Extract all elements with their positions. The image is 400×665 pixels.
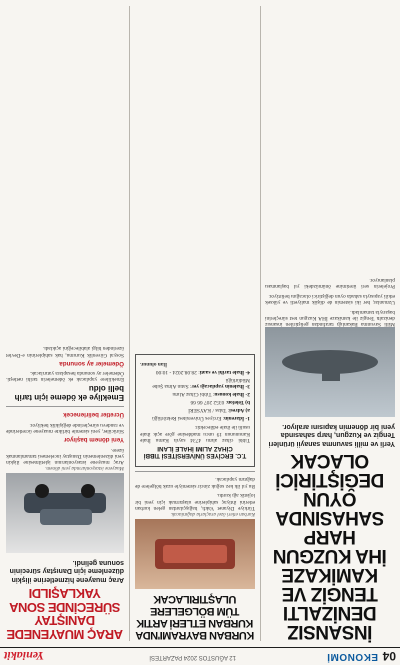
- tender-row: b) Telefon: 0352 207 66 66: [190, 398, 250, 405]
- article-pension: [6, 345, 124, 403]
- page-number: 04: [382, 649, 396, 663]
- column-divider: [129, 6, 130, 641]
- tender-row: 3- İhalenin yapılacağı yer: Satın Alma Şube Müdürlüğü: [152, 376, 250, 390]
- article-kurban-paragraph: Türkiye Diyanet Vakfı, bağışçılardan gelen kurban etlerini ihtiyaç sahiplerine ulaştırmak için yeni bir lojistik ağı kurdu.: [135, 492, 255, 511]
- article-inspection-subhead: Yeni dönem başlıyor: [63, 436, 124, 444]
- vehicle-inspection-photo: [6, 474, 124, 554]
- article-submarine-paragraph: Milli Savunma Bakanlığı tarafından geliştirilen insansız denizaltı Tengiz ile kamikaze İHA Kuzgun test süreçlerini başarıyla tamamladı.: [265, 308, 395, 328]
- meat-icon: [135, 519, 255, 589]
- article-pension-paragraph: Emeklilere yapılacak ek ödemelerin tarihi netleşti. Ödemeler ay sonunda hesaplara yatırılacak.: [6, 370, 124, 383]
- tender-row: 4- İhale tarihi ve saati: 28.08.2024 - 10:00: [155, 368, 250, 375]
- meat-photo: [135, 519, 255, 589]
- article-pension-subhead: Ödemeler ay sonunda: [59, 359, 124, 367]
- section-rule: [135, 471, 255, 472]
- article-submarine-headline: İNSANSIZ DENİZALTI TENGİZ VE KAMİKAZE İHA KUZGUN HARP SAHASINDA OYUN DEĞİŞTİRİCİ OLACAK: [273, 450, 387, 642]
- article-inspection-subhead: Ücretler belirlenecek: [63, 411, 124, 419]
- newspaper-logo: Yeniakit: [4, 649, 45, 663]
- article-kurban-headline: KURBAN BAYRAMI'NDA KURBAN ETLERİ ARTIK TÜM BÖLGELERE ULAŞTIRILACAK: [135, 593, 255, 641]
- article-pension-paragraph: Sosyal Güvenlik Kurumu, hak sahiplerinin e-Devlet üzerinden bilgi alabileceğini açıkladı.: [6, 345, 124, 358]
- submarine-icon: [265, 328, 395, 418]
- masthead: [0, 647, 400, 665]
- car-icon: [6, 474, 124, 554]
- issue-date: 12 AĞUSTOS 2024 PAZARTESİ: [149, 654, 236, 660]
- article-submarine-paragraph: Uzmanlar, her iki sistemin de düşük maliyetli ve yüksek etkili yapısıyla sahada oyun değiştirici olacağını belirtiyor.: [265, 292, 395, 306]
- tender-notice-intro: Tıbbi cihaz alımı 4734 sayılı Kamu İhale Kanununun 19 uncu maddesine göre açık ihale usulü ile ihale edilecektir.: [140, 424, 250, 443]
- article-submarine: [265, 274, 395, 641]
- tender-footer: İlan olunur.: [140, 360, 168, 367]
- article-inspection: [6, 342, 124, 641]
- tender-notice: [135, 354, 255, 467]
- article-submarine-deck: Yerli ve milli savunma sanayii ürünleri Tengiz ve Kuzgun, harp sahasında yeni bir dönemin kapısını aralıyor.: [268, 423, 395, 447]
- article-inspection-caption: Muayene istasyonlarında yeni dönem.: [45, 465, 124, 472]
- submarine-photo: [265, 328, 395, 418]
- article-inspection-paragraph: Sürücüler, yeni sistemle birlikte muayene ücretlerinde ve randevu süreçlerinde değişiklik bekliyor.: [6, 421, 124, 435]
- article-pension-headline: Emekliye ek ödeme için tarih belli oldu: [14, 384, 124, 403]
- column-divider: [260, 6, 261, 641]
- article-kurban-paragraph: Bu yıl ilk kez soğuk zincir sistemiyle uzak bölgelere de dağıtım yapılacak.: [135, 476, 255, 489]
- article-kurban-caption: Kurban etleri özel araçlarla dağıtılacak.: [170, 511, 255, 517]
- tender-notice-title: T.C. ERCİYES ÜNİVERSİTESİ TIBBİ CİHAZ ALIMI İHALE İLANI: [143, 444, 247, 459]
- article-inspection-deck: Araç muayene hizmetlerine ilişkin düzenleme için Danıştay sürecinin sonuna gelindi.: [9, 559, 124, 583]
- section-title: EKONOMİ: [326, 651, 378, 662]
- tender-row: 1- İdarenin: Erciyes Üniversitesi Rektörlüğü: [152, 414, 250, 421]
- article-submarine-paragraph: Projelerin seri üretimine önümüzdeki yıl başlanması planlanıyor.: [265, 277, 395, 290]
- tender-row: 2- İhale konusu: Tıbbi Cihaz Alımı: [172, 391, 250, 398]
- article-inspection-headline: ARAÇ MUAYENEDE DANIŞTAY SÜRECİNDE SONA YAKLAŞILDI: [6, 586, 124, 642]
- article-kurban: [135, 354, 255, 641]
- article-inspection-paragraph: Araç muayene istasyonlarının işletilmesine ilişkin yeni düzenlemenin Danıştay incelemesi tamamlanmak üzere.: [6, 446, 124, 466]
- tender-row: a) Adresi: Talas / KAYSERİ: [188, 406, 250, 413]
- section-rule: [6, 406, 124, 407]
